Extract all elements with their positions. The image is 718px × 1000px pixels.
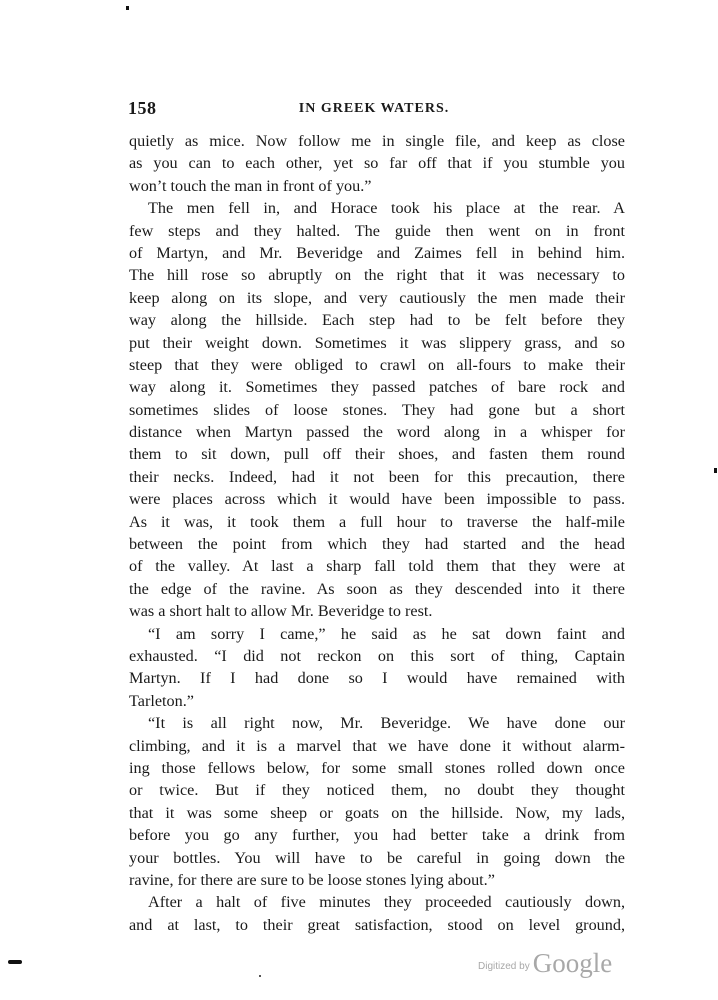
text-line: before you go any further, you had better take a drink from: [129, 826, 625, 845]
running-head: IN GREEK WATERS.: [298, 101, 450, 116]
page-number: 158: [128, 98, 157, 118]
text-line: The hill rose so abruptly on the right that it was necessary to: [129, 266, 625, 285]
google-logo: Google: [532, 948, 613, 978]
watermark-prefix: Digitized by: [478, 961, 530, 972]
text-line: As it was, it took them a full hour to traverse the half-mile: [129, 512, 625, 531]
text-line: was a short halt to allow Mr. Beveridge to rest.: [129, 602, 433, 621]
body-text: [129, 130, 625, 936]
text-line: few steps and they halted. The guide then went on in front: [129, 221, 625, 240]
text-line: that it was some sheep or goats on the hillside. Now, my lads,: [129, 803, 625, 822]
text-line: and at last, to their great satisfaction, stood on level ground,: [129, 915, 625, 934]
text-line: way along the hillside. Each step had to be felt before they: [129, 311, 625, 330]
text-line: sometimes slides of loose stones. They had gone but a short: [129, 400, 625, 419]
scan-speck: [259, 975, 261, 977]
text-line: quietly as mice. Now follow me in single file, and keep as close: [129, 132, 625, 150]
text-line: Martyn. If I had done so I would have remained with: [129, 669, 625, 688]
text-line: Tarleton.”: [129, 691, 194, 710]
text-line: steep that they were obliged to crawl on all-fours to make their: [129, 355, 625, 374]
text-line: put their weight down. Sometimes it was slippery grass, and so: [129, 333, 625, 352]
text-line: your bottles. You will have to be careful in going down the: [129, 848, 625, 867]
text-line: of Martyn, and Mr. Beveridge and Zaimes fell in behind him.: [129, 243, 625, 262]
text-line: as you can to each other, yet so far off that if you stumble you: [129, 154, 625, 173]
text-line: “It is all right now, Mr. Beveridge. We have done our: [148, 714, 625, 733]
text-line: or twice. But if they noticed them, no doubt they thought: [129, 781, 625, 800]
text-line: of the valley. At last a sharp fall told them that they were at: [129, 557, 625, 576]
text-line: ing those fellows below, for some small stones rolled down once: [129, 758, 625, 777]
scan-mark-top: [126, 6, 129, 10]
text-line: won’t touch the man in front of you.”: [129, 176, 372, 195]
text-line: “I am sorry I came,” he said as he sat down faint and: [148, 624, 625, 643]
text-line: keep along on its slope, and very cautiously the men made their: [129, 288, 625, 307]
text-line: them to sit down, pull off their shoes, and fasten them round: [129, 445, 625, 464]
text-line: way along it. Sometimes they passed patches of bare rock and: [129, 378, 625, 397]
digitized-watermark: [478, 948, 612, 979]
scan-mark-left: [8, 960, 22, 964]
text-line: their necks. Indeed, had it not been for this precaution, there: [129, 467, 625, 486]
text-line: distance when Martyn passed the word along in a whisper for: [129, 423, 625, 442]
text-line: ravine, for there are sure to be loose stones lying about.”: [129, 870, 495, 889]
text-line: After a halt of five minutes they proceeded cautiously down,: [148, 893, 625, 912]
scan-mark-right: [714, 468, 717, 473]
text-line: between the point from which they had started and the head: [129, 535, 625, 554]
text-line: climbing, and it is a marvel that we have done it without alarm-: [129, 736, 625, 755]
text-line: The men fell in, and Horace took his place at the rear. A: [148, 199, 625, 218]
text-line: exhausted. “I did not reckon on this sort of thing, Captain: [129, 646, 625, 665]
text-line: the edge of the ravine. As soon as they descended into it there: [129, 579, 625, 598]
text-line: were places across which it would have been impossible to pass.: [129, 490, 625, 509]
